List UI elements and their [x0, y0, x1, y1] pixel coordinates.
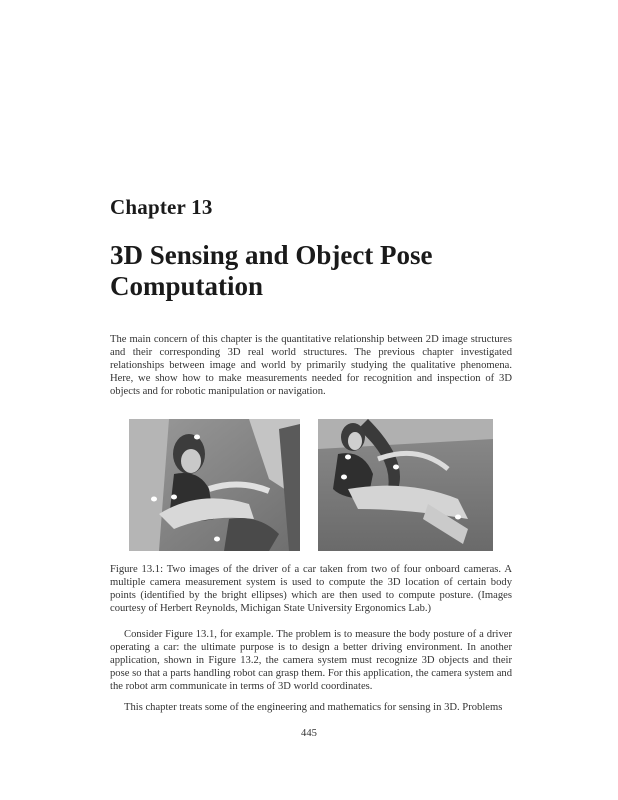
figure-caption: Figure 13.1: Two images of the driver of a car taken from two of four onboard cameras. A multiple camera measurement system is used to compute the 3D location of certain body points (identified by the bright ellipses) which are then used to compute posture. (Images courtesy of Herbert Reynolds, Michigan State University Ergonomics Lab.): [110, 564, 512, 614]
chapter-label: Chapter 13: [110, 195, 213, 219]
page-number: 445: [301, 728, 317, 739]
chapter-title: 3D Sensing and Object Pose Computation: [110, 240, 433, 301]
intro-paragraph: The main concern of this chapter is the quantitative relationship between 2D image structures and their corresponding 3D real world structures. The previous chapter investigated relationships between image and world by primarily studying the qualitative phenomena. Here, we show how to make measurements needed for recognition and inspection of 3D objects and for robotic manipulation or navigation.: [110, 334, 512, 397]
body-paragraph-3: This chapter treats some of the engineering and mathematics for sensing in 3D. Problems: [124, 702, 503, 713]
figure-image-1: [129, 419, 300, 551]
body-paragraph-2: Consider Figure 13.1, for example. The problem is to measure the body posture of a driver operating a car: the ultimate purpose is to design a better driving environment. In another application, shown in Figure 13.2, the camera system must recognize 3D objects and their pose so that a parts handling robot can grasp them. For this application, the camera system and the robot arm communicate in terms of 3D world coordinates.: [110, 629, 512, 692]
figure-image-2: [318, 419, 493, 551]
